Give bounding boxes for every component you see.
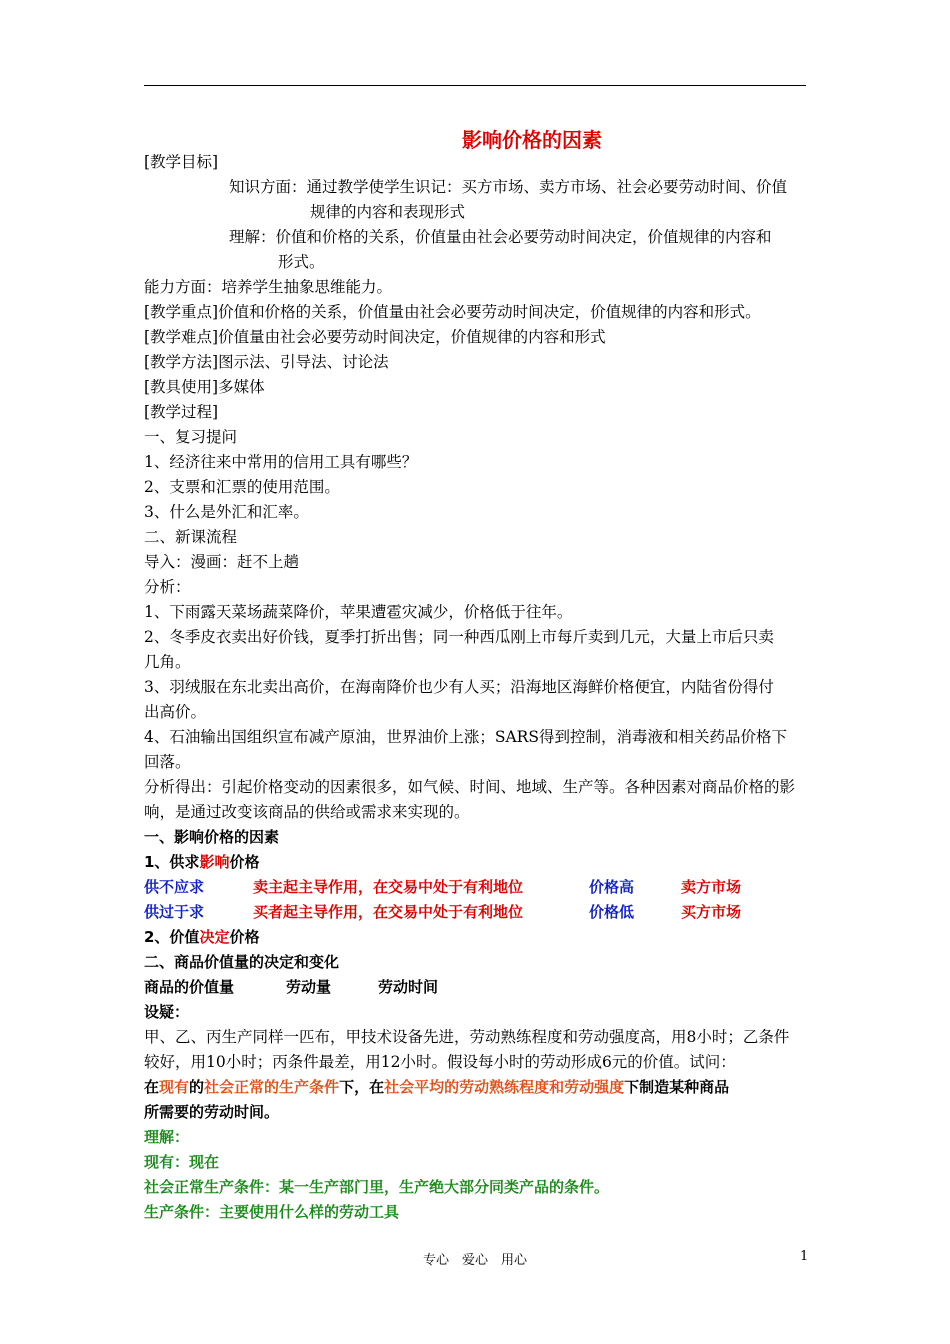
item-1-highlight: 影响: [199, 853, 230, 871]
page-number: 1: [800, 1249, 809, 1264]
question-line-2: 较好，用10小时；丙条件最差，用12小时。假设每小时的劳动形成6元的价值。试问：: [144, 1053, 736, 1071]
understand-line-1: 理解：价值和价格的关系，价值量由社会必要劳动时间决定，价值规律的内容和: [229, 228, 772, 246]
row-2-price: 价格低: [589, 903, 635, 921]
supply-row-1: [144, 875, 806, 900]
conclusion-line-1: 分析得出：引起价格变动的因素很多，如气候、时间、地域、生产等。各种因素对商品价格的影: [144, 778, 796, 796]
def-text-1: 在: [144, 1078, 160, 1096]
analysis-item-4-line-2: 回落。: [144, 753, 191, 771]
analysis-item-2-line-1: 2、冬季皮衣卖出好价钱，夏季打折出售；同一种西瓜刚上市每斤卖到几元，大量上市后只卖: [144, 628, 774, 646]
term-time: 劳动时间: [378, 978, 439, 996]
knowledge-line-2: 规律的内容和表现形式: [310, 203, 466, 221]
review-title: 一、复习提问: [144, 428, 238, 446]
new-lesson-title: 二、新课流程: [144, 528, 238, 546]
tools: [教具使用]多媒体: [144, 378, 265, 396]
methods: [教学方法]图示法、引导法、讨论法: [144, 353, 389, 371]
process-label: [教学过程]: [144, 403, 219, 421]
item-1-suffix: 价格: [229, 853, 260, 871]
row-1-role: 卖主起主导作用，在交易中处于有利地位: [253, 878, 524, 896]
document-body: [144, 150, 806, 1225]
analysis-item-3-line-2: 出高价。: [144, 703, 207, 721]
def-highlight-3: 社会平均的劳动熟练程度和劳动强度: [384, 1078, 625, 1096]
analysis-item-1: 1、下雨露天菜场蔬菜降价，苹果遭雹灾减少，价格低于往年。: [144, 603, 573, 621]
supply-row-2: [144, 900, 806, 925]
analysis-item-2-line-2: 几角。: [144, 653, 191, 671]
footer-text: 专心 爱心 用心: [422, 1253, 527, 1268]
term-value: 商品的价值量: [144, 978, 235, 996]
row-1-price: 价格高: [589, 878, 635, 896]
goals-label: [教学目标]: [144, 153, 219, 171]
ability-line: 能力方面：培养学生抽象思维能力。: [144, 278, 393, 296]
section-1-title: 一、影响价格的因素: [144, 828, 280, 846]
review-q1: 1、经济往来中常用的信用工具有哪些？: [144, 453, 418, 471]
item-1-prefix: 1、供求: [144, 853, 200, 871]
green-note-3: 生产条件：主要使用什么样的劳动工具: [144, 1203, 400, 1221]
item-2-suffix: 价格: [229, 928, 260, 946]
row-1-market: 卖方市场: [681, 878, 742, 896]
review-q3: 3、什么是外汇和汇率。: [144, 503, 309, 521]
analysis-label: 分析：: [144, 578, 191, 596]
page-title: 影响价格的因素: [462, 128, 602, 152]
def-text-2: 的: [189, 1078, 205, 1096]
def-highlight-2: 社会正常的生产条件: [204, 1078, 340, 1096]
section-2-title: 二、商品价值量的决定和变化: [144, 953, 340, 971]
definition-line-1: [144, 1075, 806, 1100]
item-2-prefix: 2、价值: [144, 928, 200, 946]
row-2-role: 买者起主导作用，在交易中处于有利地位: [253, 903, 524, 921]
header-rule: [144, 85, 806, 86]
understand-line-2: 形式。: [278, 253, 325, 271]
row-1-condition: 供不应求: [144, 878, 205, 896]
def-text-3: 下，在: [339, 1078, 385, 1096]
green-note-2: 社会正常生产条件：某一生产部门里，生产绝大部分同类产品的条件。: [144, 1178, 610, 1196]
knowledge-line-1: 知识方面：通过教学使学生识记：买方市场、卖方市场、社会必要劳动时间、价值: [229, 178, 788, 196]
def-highlight-1: 现有: [159, 1078, 190, 1096]
item-2-highlight: 决定: [199, 928, 230, 946]
analysis-item-3-line-1: 3、羽绒服在东北卖出高价，在海南降价也少有人买；沿海地区海鲜价格便宜，内陆省份得付: [144, 678, 774, 696]
row-2-condition: 供过于求: [144, 903, 205, 921]
review-q2: 2、支票和汇票的使用范围。: [144, 478, 340, 496]
question-line-1: 甲、乙、丙生产同样一匹布，甲技术设备先进，劳动熟练程度和劳动强度高，用8小时；乙条件: [144, 1028, 790, 1046]
section-1-item-2: [144, 925, 806, 950]
question-label: 设疑：: [144, 1003, 190, 1021]
conclusion-line-2: 响，是通过改变该商品的供给或需求来实现的。: [144, 803, 470, 821]
section-2-terms: [144, 975, 806, 1000]
analysis-item-4-line-1: 4、石油输出国组织宣布减产原油，世界油价上涨；SARS得到控制，消毒液和相关药品价格下: [144, 728, 787, 746]
term-labor: 劳动量: [286, 978, 332, 996]
understand-label: 理解：: [144, 1128, 190, 1146]
key-points: [教学重点]价值和价格的关系，价值量由社会必要劳动时间决定，价值规律的内容和形式。: [144, 303, 761, 321]
green-note-1: 现有：现在: [144, 1153, 220, 1171]
difficulties: [教学难点]价值量由社会必要劳动时间决定，价值规律的内容和形式: [144, 328, 606, 346]
row-2-market: 买方市场: [681, 903, 742, 921]
section-1-item-1: [144, 850, 806, 875]
definition-line-2: 所需要的劳动时间。: [144, 1103, 280, 1121]
intro-line: 导入：漫画：赶不上趟: [144, 553, 300, 571]
def-text-4: 下制造某种商品: [624, 1078, 730, 1096]
